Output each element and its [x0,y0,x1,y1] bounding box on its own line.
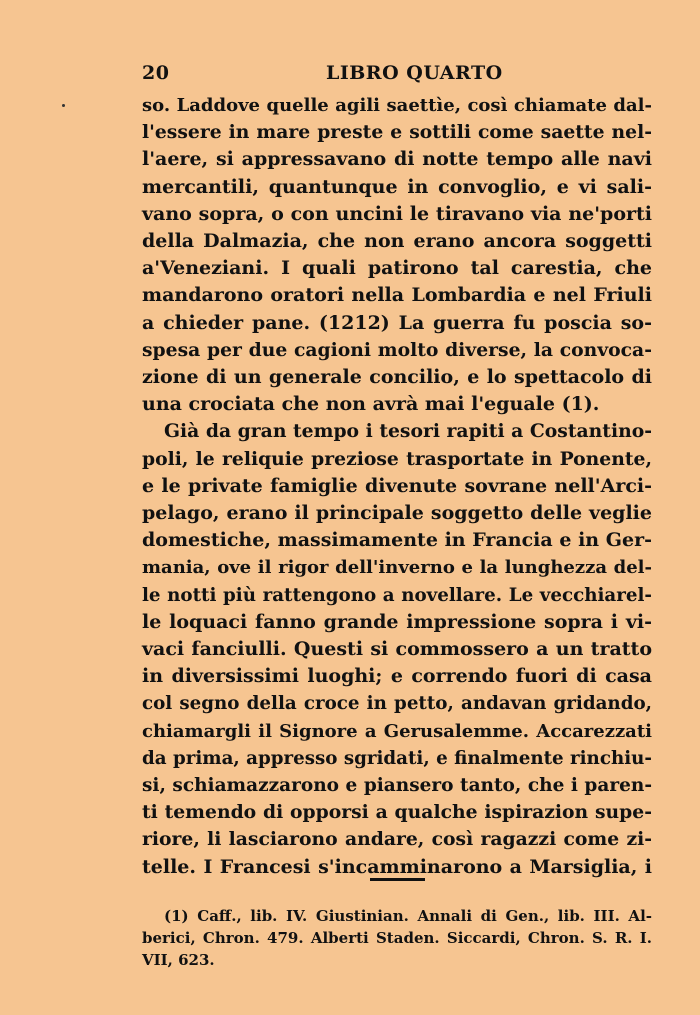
text-line: mania, ove il rigor dell'inverno e la lunghezza del- [142,557,652,579]
text-line: mandarono oratori nella Lombardia e nel Friuli [142,284,652,307]
text-line: Già da gran tempo i tesori rapiti a Costantino- [164,420,652,443]
text-line: so. Laddove quelle agili saettìe, così chiamate dal- [142,95,652,116]
footnote-line: berici, Chron. 479. Alberti Staden. Siccardi, Chron. S. R. I. [142,929,652,947]
text-line: una crociata che non avrà mai l'eguale (1). [142,393,600,416]
footnote-divider [370,878,425,881]
body-text [142,92,652,881]
text-line: pelago, erano il principale soggetto delle veglie [142,502,652,525]
text-line: l'aere, si appressavano di notte tempo alle navi [142,148,652,171]
text-line: le notti più rattengono a novellare. Le vecchiarel- [142,584,652,606]
running-head: LIBRO QUARTO [326,62,503,84]
text-line: col segno della croce in petto, andavan gridando, [142,693,652,715]
text-line: domestiche, massimamente in Francia e in Ger- [142,529,652,552]
text-line: chiamargli il Signore a Gerusalemme. Accarezzati [142,720,652,742]
text-line: poli, le reliquie preziose trasportate in Ponente, [142,447,652,470]
margin-speck [62,104,65,107]
text-line: telle. I Francesi s'incamminarono a Marsiglia, i [142,855,652,878]
text-line: vano sopra, o con uncini le tiravano via ne'porti [142,202,652,225]
text-line: l'essere in mare preste e sottili come saette nel- [142,121,652,144]
page-number: 20 [142,62,170,84]
text-line: in diversissimi luoghi; e correndo fuori di casa [142,665,652,688]
text-line: vaci fanciulli. Questi si commossero a un tratto [142,638,652,661]
text-line: a'Veneziani. I quali patirono tal carestia, che [142,257,652,280]
text-line: spesa per due cagioni molto diverse, la convoca- [142,338,652,361]
text-line: e le private famiglie divenute sovrane nell'Arci- [142,474,652,497]
text-line: ti temendo di opporsi a qualche ispirazion supe- [142,801,652,824]
footnote-line: (1) Caff., lib. IV. Giustinian. Annali di Gen., lib. III. Al- [164,907,652,925]
text-line: zione di un generale concilio, e lo spettacolo di [142,366,652,389]
text-line: da prima, appresso sgridati, e finalmente rinchiu- [142,747,652,769]
text-line: a chieder pane. (1212) La guerra fu poscia so- [142,311,652,334]
text-line: mercantili, quantunque in convoglio, e vi sali- [142,175,652,198]
text-line: si, schiamazzarono e piansero tanto, che i paren- [142,775,652,797]
footnote-line: VII, 623. [142,951,215,969]
text-line: della Dalmazia, che non erano ancora soggetti [142,230,652,253]
footnotes [142,905,652,971]
text-line: riore, li lasciarono andare, così ragazzi come zi- [142,828,652,851]
text-line: le loquaci fanno grande impressione sopra i vi- [142,610,652,633]
